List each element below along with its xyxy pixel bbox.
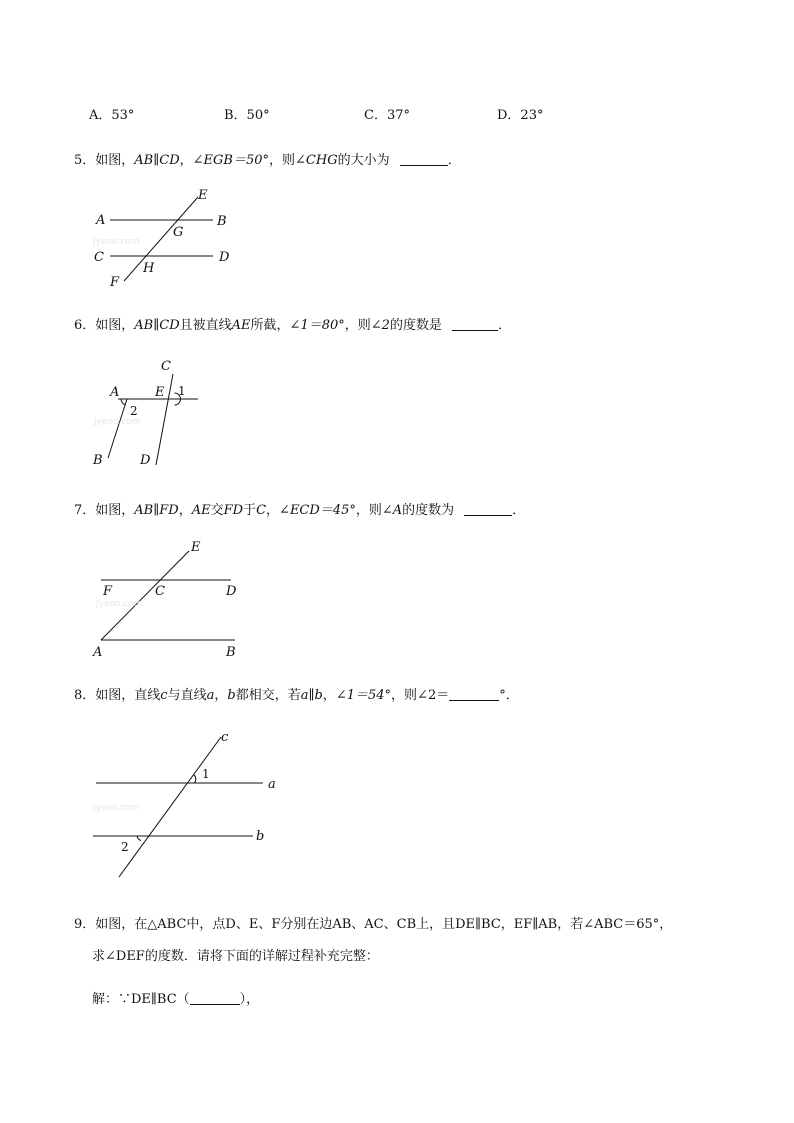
answer-blank[interactable] bbox=[464, 503, 512, 516]
label-c: C bbox=[161, 359, 171, 374]
label-f: F bbox=[103, 584, 113, 599]
label-g: G bbox=[173, 225, 184, 240]
math: ∠A bbox=[381, 503, 403, 518]
question-number: 9． bbox=[74, 917, 96, 932]
math: ∠EGB＝50° bbox=[192, 153, 270, 168]
solution-text: 解：∵DE∥BC（ bbox=[92, 992, 190, 1007]
math: a bbox=[206, 688, 215, 703]
solution-text: ）， bbox=[239, 992, 260, 1007]
text: ，则 bbox=[269, 153, 296, 168]
math: ∠ECD＝45° bbox=[279, 503, 356, 518]
label-b: B bbox=[217, 214, 227, 229]
watermark: Jyeoo.com bbox=[94, 417, 141, 427]
label-c: c bbox=[221, 730, 229, 745]
figure-8 bbox=[92, 730, 276, 877]
math: AB∥CD bbox=[134, 153, 180, 168]
label-a: A bbox=[96, 213, 106, 228]
angle-1-arc bbox=[194, 775, 196, 783]
watermark: Jyeoo.com bbox=[96, 599, 143, 609]
answer-blank[interactable] bbox=[190, 992, 240, 1005]
label-2: 2 bbox=[130, 404, 138, 418]
math: FD bbox=[223, 503, 244, 518]
question-6 bbox=[74, 314, 511, 333]
watermark: Jyeoo.com bbox=[93, 237, 140, 247]
label-e: E bbox=[198, 188, 208, 203]
math: a∥b bbox=[300, 688, 323, 703]
label-f: F bbox=[110, 275, 120, 290]
question-text: 如图，在△ABC中，点D、E、F分别在边AB、AC、CB上，且DE∥BC，EF∥AB，若∠ABC＝65°， bbox=[95, 917, 673, 932]
math: AE bbox=[191, 503, 211, 518]
label-d: D bbox=[219, 250, 230, 265]
text: 于 bbox=[243, 503, 257, 518]
figure-5 bbox=[92, 188, 230, 290]
figure-7 bbox=[92, 540, 237, 660]
label-e: E bbox=[191, 540, 201, 555]
option-c: C．37° bbox=[364, 108, 410, 123]
math: AE bbox=[231, 318, 251, 333]
text: 都相交，若 bbox=[235, 688, 301, 703]
text: 与直线 bbox=[167, 688, 207, 703]
text: ， bbox=[178, 503, 192, 518]
option-d: D．23° bbox=[497, 108, 544, 123]
math: b bbox=[227, 688, 236, 703]
label-a: a bbox=[268, 777, 276, 792]
text: 的度数是 bbox=[389, 318, 442, 333]
label-1: 1 bbox=[178, 384, 186, 398]
text: 如图， bbox=[95, 153, 135, 168]
question-number: 7． bbox=[74, 503, 96, 518]
text: 的度数为 bbox=[402, 503, 455, 518]
label-d: D bbox=[226, 584, 237, 599]
figure-6 bbox=[92, 359, 198, 468]
math: C bbox=[256, 503, 267, 518]
line-ab bbox=[108, 399, 127, 458]
text: 如图，直线 bbox=[95, 688, 161, 703]
question-number: 5． bbox=[74, 153, 96, 168]
text: ， bbox=[322, 688, 336, 703]
label-1: 1 bbox=[202, 767, 210, 781]
text: ． bbox=[512, 503, 526, 518]
math: ∠1＝54° bbox=[335, 688, 392, 703]
text: 且被直线 bbox=[179, 318, 232, 333]
question-9-line-1 bbox=[74, 913, 672, 932]
math: ∠2 bbox=[370, 318, 390, 333]
watermark: Jyeoo.com bbox=[93, 803, 140, 813]
text: ， bbox=[214, 688, 228, 703]
text: 如图， bbox=[95, 318, 135, 333]
solution-line bbox=[92, 988, 259, 1007]
text: °． bbox=[499, 688, 519, 703]
answer-blank[interactable] bbox=[452, 318, 498, 331]
text: ，则 bbox=[355, 503, 382, 518]
math: ∠CHG bbox=[295, 153, 338, 168]
text: ， bbox=[179, 153, 193, 168]
text: ，则 bbox=[391, 688, 418, 703]
math: c bbox=[160, 688, 168, 703]
question-8 bbox=[74, 684, 519, 703]
math: ∠1＝80° bbox=[289, 318, 345, 333]
math: AB∥FD bbox=[134, 503, 179, 518]
question-number: 8． bbox=[74, 688, 96, 703]
option-b: B．50° bbox=[224, 108, 270, 123]
question-7 bbox=[74, 499, 525, 518]
text: ∠2＝ bbox=[417, 688, 450, 703]
label-b: b bbox=[256, 829, 265, 844]
label-2: 2 bbox=[121, 840, 129, 854]
question-number: 6． bbox=[74, 318, 96, 333]
angle-2-arc bbox=[121, 399, 126, 405]
text: ． bbox=[447, 153, 461, 168]
text: ， bbox=[266, 503, 280, 518]
label-b: B bbox=[93, 453, 103, 468]
label-a: A bbox=[93, 645, 103, 660]
label-h: H bbox=[143, 261, 155, 276]
text: ． bbox=[498, 318, 512, 333]
option-a: A．53° bbox=[89, 108, 135, 123]
text: 交 bbox=[210, 503, 224, 518]
angle-2-arc bbox=[137, 836, 141, 841]
line-ae bbox=[101, 551, 189, 640]
label-b: B bbox=[226, 645, 236, 660]
label-c: C bbox=[94, 250, 104, 265]
label-d: D bbox=[140, 453, 151, 468]
math: AB∥CD bbox=[134, 318, 180, 333]
text: ，则 bbox=[344, 318, 371, 333]
label-c: C bbox=[155, 584, 165, 599]
text: 所截， bbox=[250, 318, 290, 333]
label-a: A bbox=[110, 385, 120, 400]
text: 的大小为 bbox=[337, 153, 390, 168]
label-e: E bbox=[155, 385, 165, 400]
question-9-line-2: 求∠DEF的度数．请将下面的详解过程补充完整： bbox=[92, 949, 379, 964]
text: 如图， bbox=[95, 503, 135, 518]
answer-blank[interactable] bbox=[449, 688, 499, 701]
